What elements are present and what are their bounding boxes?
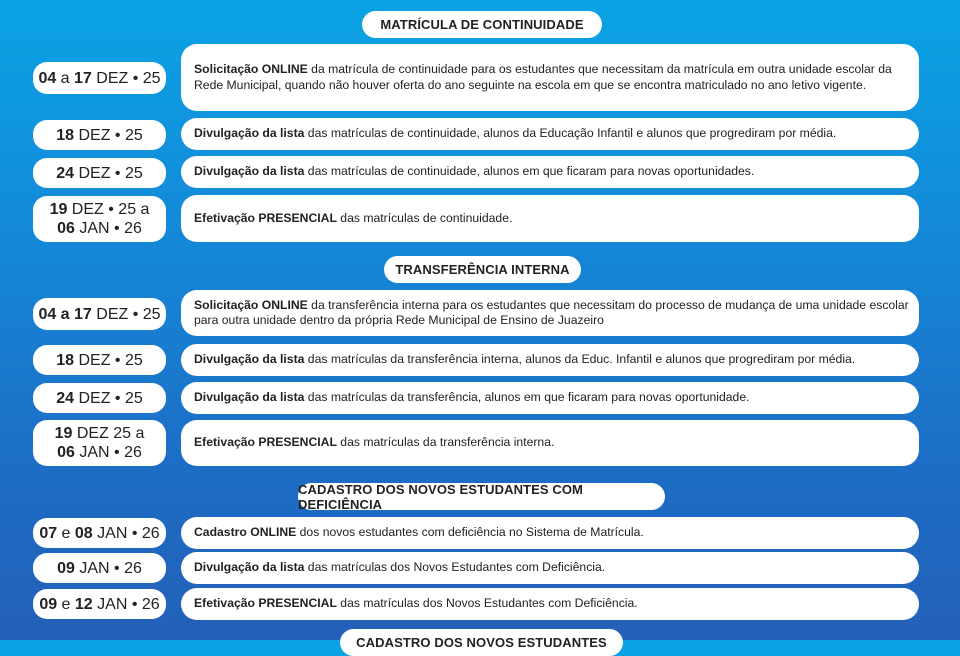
- date-text: 04 a 17 DEZ • 25: [38, 69, 161, 87]
- description-text: Divulgação da lista das matrículas dos Novos Estudantes com Deficiência.: [194, 560, 606, 575]
- description-text: Efetivação PRESENCIAL das matrículas dos Novos Estudantes com Deficiência.: [194, 596, 638, 611]
- date-text: 18 DEZ • 25: [56, 351, 143, 369]
- date-text-line2: 06 JAN • 26: [57, 220, 142, 237]
- description-pill: [181, 517, 919, 549]
- date-text: 07 e 08 JAN • 26: [39, 524, 160, 542]
- date-pill: [33, 120, 166, 150]
- date-pill: [33, 553, 166, 583]
- description-pill: [181, 344, 919, 376]
- date-text-line2: 06 JAN • 26: [57, 444, 142, 461]
- date-pill: [33, 298, 166, 330]
- date-text: 09 JAN • 26: [57, 559, 142, 577]
- description-pill: [181, 290, 919, 336]
- description-text: Efetivação PRESENCIAL das matrículas da transferência interna.: [194, 435, 555, 450]
- description-pill: [181, 382, 919, 414]
- section-header: CADASTRO DOS NOVOS ESTUDANTES COM DEFICIÊNCIA: [298, 483, 665, 510]
- date-pill: [33, 196, 166, 242]
- date-text: 19 DEZ • 25 a: [49, 201, 150, 218]
- section-header: CADASTRO DOS NOVOS ESTUDANTES: [340, 629, 623, 656]
- description-pill: [181, 118, 919, 150]
- date-text: 24 DEZ • 25: [56, 164, 143, 182]
- date-pill: [33, 518, 166, 548]
- date-text: 04 a 17 DEZ • 25: [38, 305, 161, 323]
- description-text: Divulgação da lista das matrículas da transferência interna, alunos da Educ. Infantil e alunos que progrediram por média.: [194, 352, 856, 367]
- description-text: Divulgação da lista das matrículas da transferência, alunos em que ficaram para novas oportunidade.: [194, 390, 750, 405]
- description-pill: [181, 195, 919, 242]
- date-pill: [33, 345, 166, 375]
- description-pill: [181, 44, 919, 111]
- description-pill: [181, 156, 919, 188]
- date-pill: [33, 589, 166, 619]
- description-pill: [181, 552, 919, 584]
- section-header: MATRÍCULA DE CONTINUIDADE: [362, 11, 602, 38]
- description-text: Divulgação da lista das matrículas de continuidade, alunos da Educação Infantil e alunos que progrediram por média.: [194, 126, 837, 141]
- description-text: Solicitação ONLINE da transferência interna para os estudantes que necessitam do processo de mudança de uma unidade escolar para outra unidade dentro da própria Rede Municipal de Ensino de Juazeiro: [194, 297, 909, 327]
- date-text: 19 DEZ 25 a: [54, 425, 145, 442]
- description-text: Divulgação da lista das matrículas de continuidade, alunos em que ficaram para novas oportunidades.: [194, 164, 755, 179]
- date-pill: [33, 420, 166, 466]
- description-pill: [181, 420, 919, 466]
- date-text: 18 DEZ • 25: [56, 126, 143, 144]
- date-pill: [33, 62, 166, 94]
- description-text: Efetivação PRESENCIAL das matrículas de continuidade.: [194, 210, 513, 225]
- date-pill: [33, 158, 166, 188]
- section-header: TRANSFERÊNCIA INTERNA: [384, 256, 581, 283]
- description-text: Solicitação ONLINE da matrícula de continuidade para os estudantes que necessitam da matrícula em outra unidade escolar da Rede Municipal, quando não houver oferta do ano seguinte na escola em que se encontra matriculado no ano letivo vigente.: [194, 62, 892, 92]
- description-pill: [181, 588, 919, 620]
- date-pill: [33, 383, 166, 413]
- date-text: 09 e 12 JAN • 26: [39, 595, 160, 613]
- date-text: 24 DEZ • 25: [56, 389, 143, 407]
- description-text: Cadastro ONLINE dos novos estudantes com deficiência no Sistema de Matrícula.: [194, 525, 644, 540]
